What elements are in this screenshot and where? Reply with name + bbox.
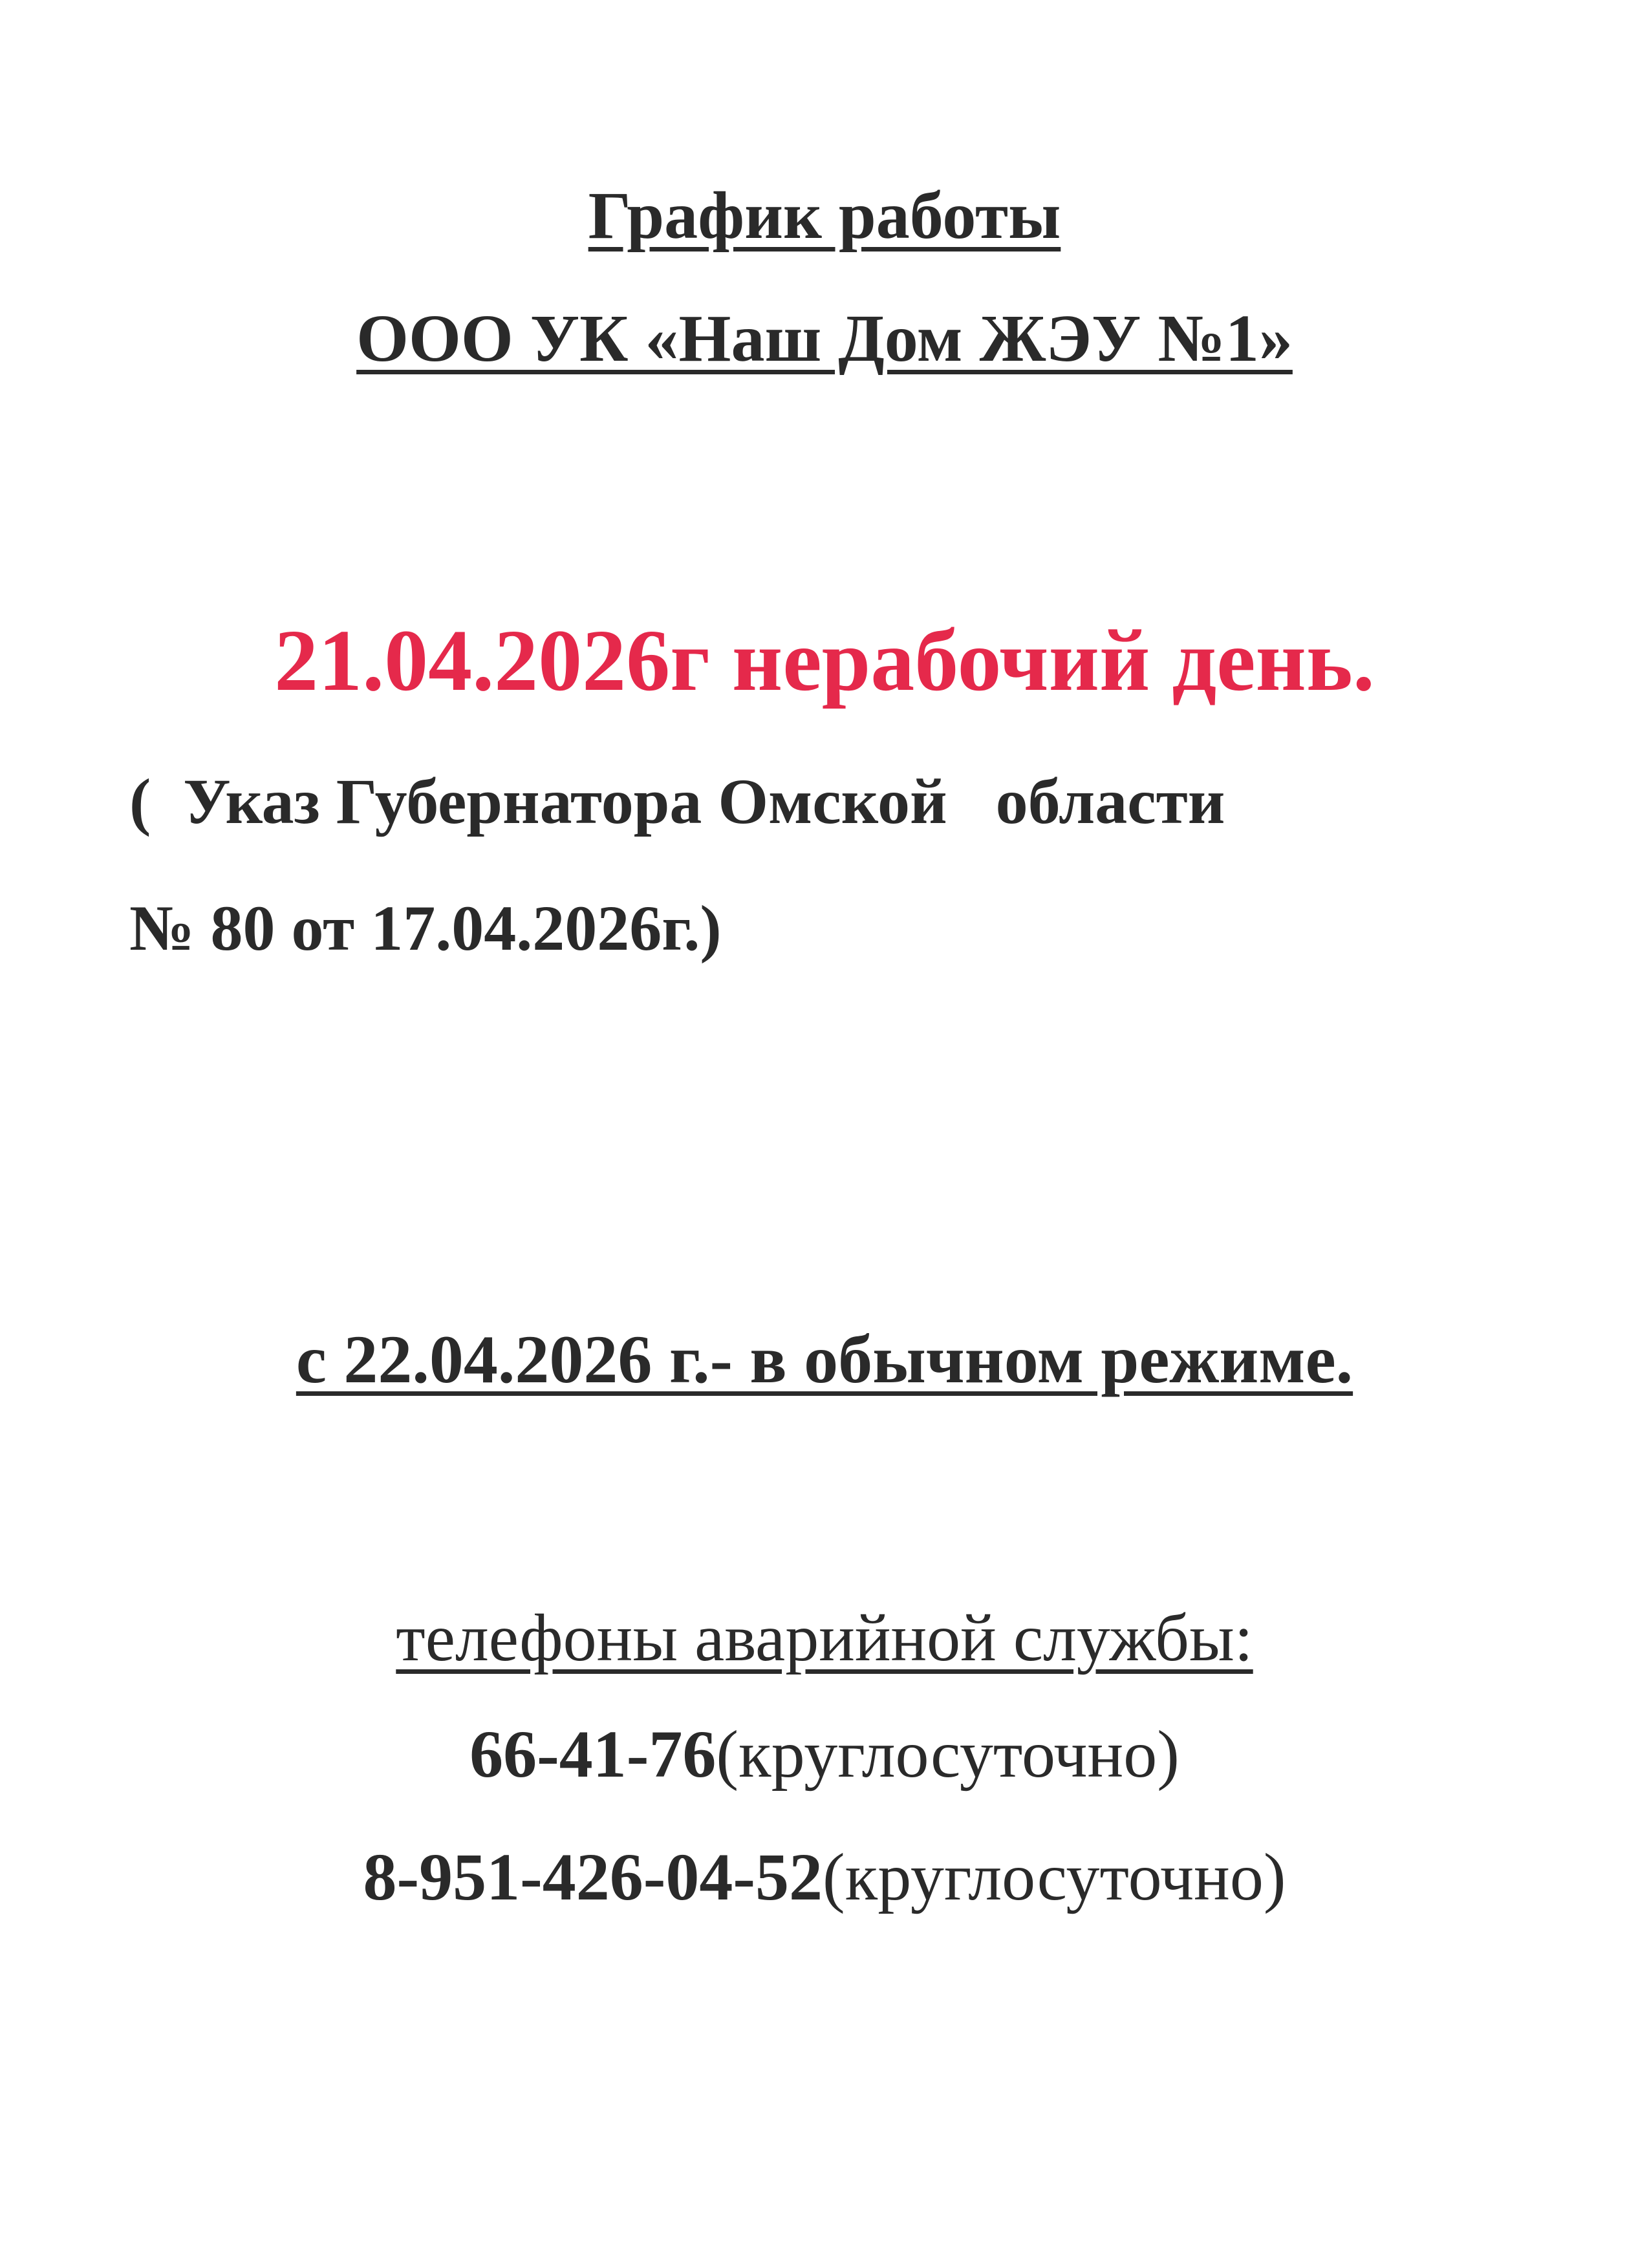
resume-schedule-text: с 22.04.2026 г.- в обычном режиме. bbox=[296, 1321, 1353, 1397]
emergency-phone-2 bbox=[0, 1840, 1649, 1914]
decree-reference-line-1: ( Указ Губернатора Омской области bbox=[129, 765, 1225, 837]
title-line-1: График работы bbox=[588, 178, 1061, 253]
phone-number: 8-951-426-04-52 bbox=[363, 1840, 823, 1914]
decree-reference-line-2: № 80 от 17.04.2026г.) bbox=[129, 892, 722, 964]
phone-number: 66-41-76 bbox=[469, 1717, 717, 1792]
resume-schedule bbox=[0, 1321, 1649, 1397]
title-line-2: ООО УК «Наш Дом ЖЭУ №1» bbox=[356, 301, 1293, 376]
emergency-heading-text: телефоны аварийной службы: bbox=[396, 1601, 1253, 1675]
phone-hours: (круглосуточно) bbox=[823, 1840, 1286, 1914]
emergency-phone-1 bbox=[0, 1717, 1649, 1792]
document-title bbox=[0, 178, 1649, 253]
phone-hours: (круглосуточно) bbox=[716, 1717, 1180, 1792]
holiday-notice: 21.04.2026г нерабочий день. bbox=[274, 612, 1375, 709]
emergency-heading bbox=[0, 1601, 1649, 1675]
company-name bbox=[0, 301, 1649, 376]
